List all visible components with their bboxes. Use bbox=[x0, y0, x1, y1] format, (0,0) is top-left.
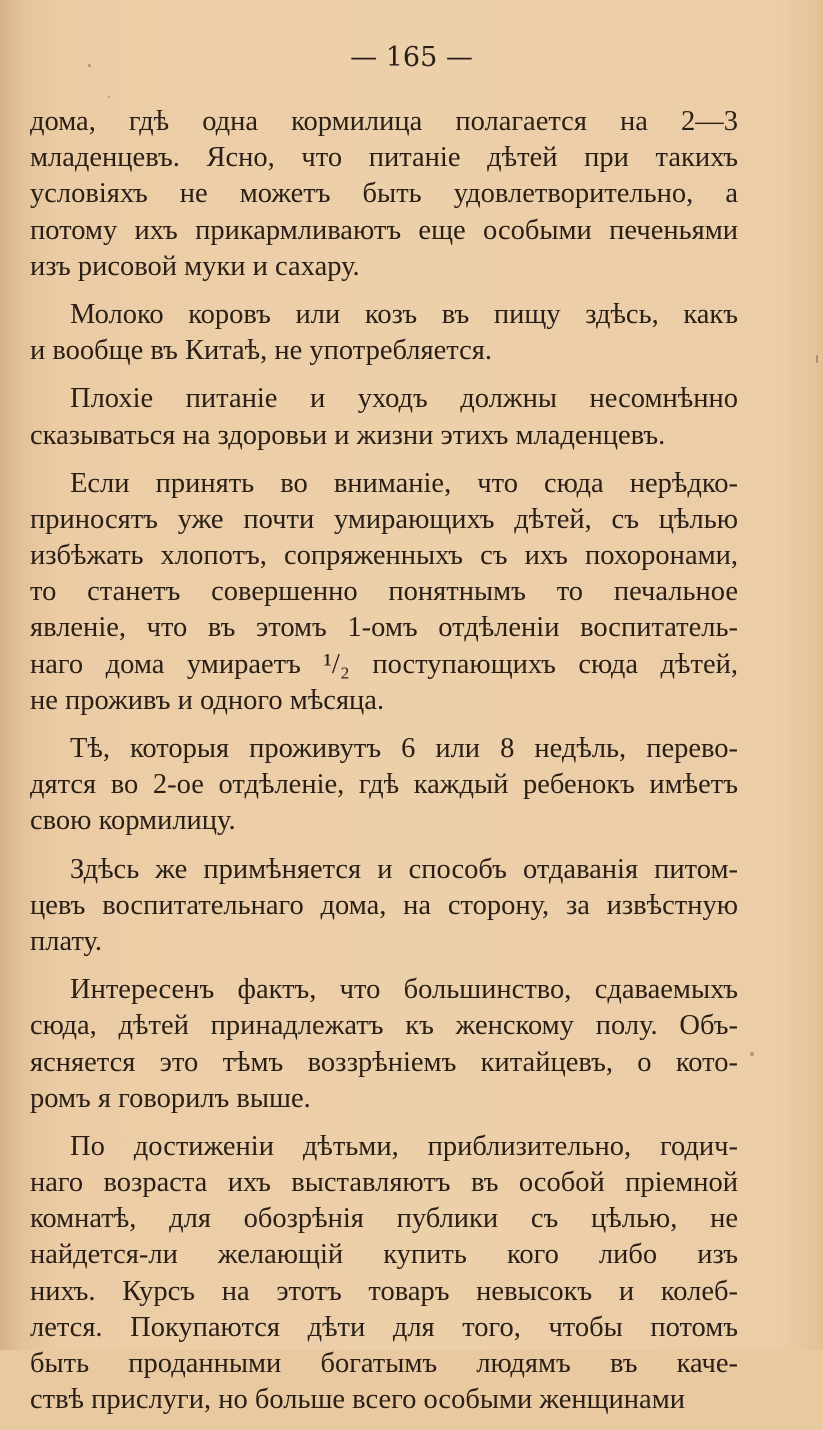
text-line: ясняется это тѣмъ воззрѣніемъ китайцевъ, о кото- bbox=[30, 1046, 738, 1078]
text-line: найдется-ли желающій купить кого либо изъ bbox=[30, 1239, 738, 1271]
text-line: дятся во 2-ое отдѣленіе, гдѣ каждый ребенокъ имѣетъ bbox=[30, 769, 738, 801]
text-line: дома, гдѣ одна кормилица полагается на 2—3 bbox=[30, 106, 738, 137]
text-line: то станетъ совершенно понятнымъ то печальное bbox=[30, 576, 738, 608]
text-line: избѣжать хлопотъ, сопряженныхъ съ ихъ похоронами, bbox=[30, 540, 738, 572]
paragraph bbox=[30, 104, 738, 285]
text-line: ромъ я говорилъ выше. bbox=[30, 1082, 311, 1114]
text-line: и вообще въ Китаѣ, не употребляется. bbox=[30, 335, 492, 367]
text-line: быть проданными богатымъ людямъ въ каче- bbox=[30, 1348, 738, 1379]
text-line: ствѣ прислуги, но больше всего особыми женщинами bbox=[30, 1384, 685, 1416]
paragraph bbox=[30, 731, 738, 840]
text-line: комнатѣ, для обозрѣнія публики съ цѣлью, не bbox=[30, 1203, 738, 1235]
text-line: младенцевъ. Ясно, что питаніе дѣтей при такихъ bbox=[30, 142, 738, 174]
text-line: Если принять во вниманіе, что сюда нерѣдко- bbox=[70, 467, 738, 499]
text-line: условіяхъ не можетъ быть удовлетворительно, а bbox=[30, 178, 738, 210]
paragraph bbox=[30, 972, 738, 1117]
page-number: — 165 — bbox=[350, 42, 473, 73]
text-line: Интересенъ фактъ, что большинство, сдаваемыхъ bbox=[70, 974, 738, 1006]
text-line: Тѣ, которыя проживутъ 6 или 8 недѣль, перево- bbox=[70, 733, 738, 764]
paragraph bbox=[30, 297, 738, 369]
text-line: свою кормилицу. bbox=[30, 805, 236, 837]
text-line: плату. bbox=[30, 925, 102, 957]
text-line: явленіе, что въ этомъ 1-омъ отдѣленіи воспитатель- bbox=[30, 612, 738, 644]
paper-speck bbox=[750, 1052, 754, 1056]
paragraph bbox=[30, 381, 738, 453]
text-line: изъ рисовой муки и сахару. bbox=[30, 250, 360, 282]
text-line: лется. Покупаются дѣти для того, чтобы потомъ bbox=[30, 1311, 738, 1343]
body-text bbox=[30, 104, 738, 1430]
text-line: сюда, дѣтей принадлежатъ къ женскому полу. Объ- bbox=[30, 1010, 738, 1042]
paragraph bbox=[30, 852, 738, 961]
paper-speck bbox=[108, 96, 110, 98]
text-line: наго дома умираетъ ¹/₂ поступающихъ сюда дѣтей, bbox=[30, 648, 738, 680]
paper-speck bbox=[816, 355, 818, 363]
paragraph bbox=[30, 466, 738, 719]
text-line: приносятъ уже почти умирающихъ дѣтей, съ цѣлью bbox=[30, 503, 738, 535]
text-line: нихъ. Курсъ на этотъ товаръ невысокъ и колеб- bbox=[30, 1275, 738, 1307]
text-line: потому ихъ прикармливаютъ еще особыми печеньями bbox=[30, 214, 738, 246]
text-line: наго возраста ихъ выставляютъ въ особой пріемной bbox=[30, 1167, 738, 1199]
text-line: По достиженіи дѣтьми, приблизительно, годич- bbox=[70, 1130, 738, 1162]
text-line: Молоко коровъ или козъ въ пищу здѣсь, какъ bbox=[70, 298, 738, 330]
text-line: не проживъ и одного мѣсяца. bbox=[30, 684, 385, 716]
text-line: Плохіе питаніе и уходъ должны несомнѣнно bbox=[70, 383, 738, 415]
text-line: Здѣсь же примѣняется и способъ отдаванія питом- bbox=[70, 853, 738, 885]
text-line: цевъ воспитательнаго дома, на сторону, за извѣстную bbox=[30, 889, 738, 921]
paragraph bbox=[30, 1129, 738, 1419]
text-line: сказываться на здоровьи и жизни этихъ младенцевъ. bbox=[30, 419, 666, 451]
